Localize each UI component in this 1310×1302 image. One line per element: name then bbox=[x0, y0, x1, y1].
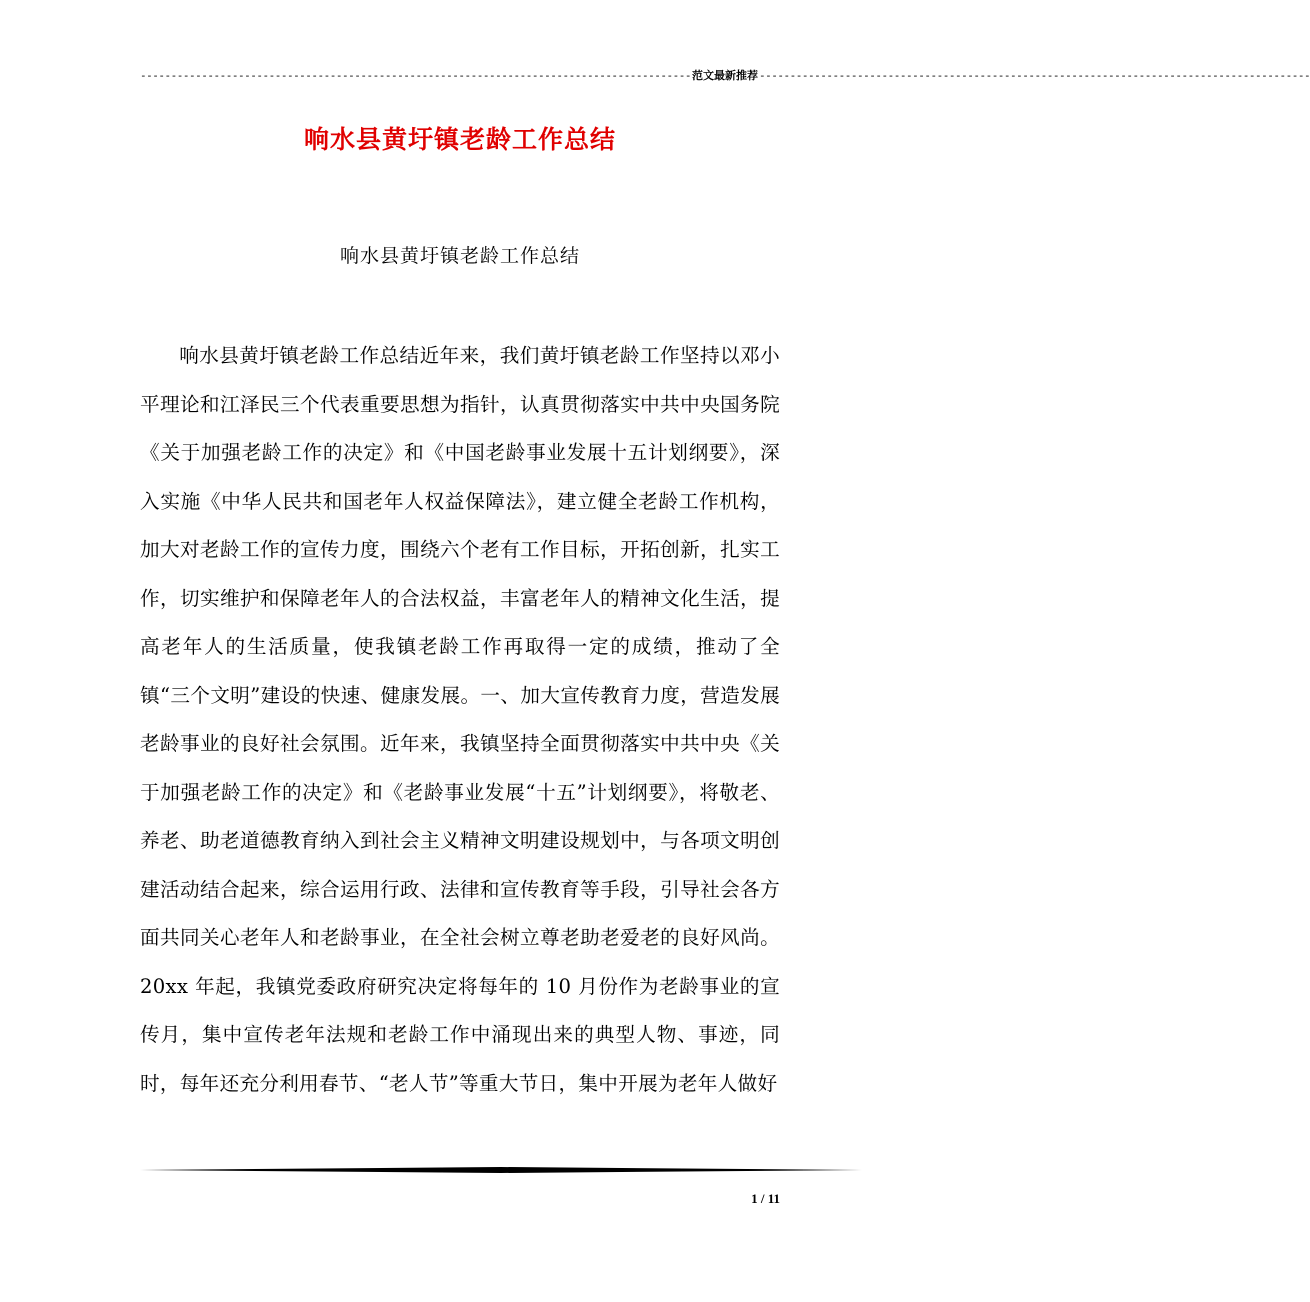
header-dash-rule-right: ------------------------------------------------------------------------------------------ bbox=[759, 69, 1310, 82]
body-paragraph: 响水县黄圩镇老龄工作总结近年来，我们黄圩镇老龄工作坚持以邓小平理论和江泽民三个代表重要思想为指针，认真贯彻落实中共中央国务院《关于加强老龄工作的决定》和《中国老龄事业发展十五计划纲要》，深入实施《中华人民共和国老年人权益保障法》，建立健全老龄工作机构，加大对老龄工作的宣传力度，围绕六个老有工作目标，开拓创新，扎实工作，切实维护和保障老年人的合法权益，丰富老年人的精神文化生活，提高老年人的生活质量，使我镇老龄工作再取得一定的成绩，推动了全镇“三个文明”建设的快速、健康发展。一、加大宣传教育力度，营造发展老龄事业的良好社会氛围。近年来，我镇坚持全面贯彻落实中共中央《关于加强老龄工作的决定》和《老龄事业发展“十五”计划纲要》，将敬老、养老、助老道德教育纳入到社会主义精神文明建设规划中，与各项文明创建活动结合起来，综合运用行政、法律和宣传教育等手段，引导社会各方面共同关心老年人和老龄事业，在全社会树立尊老助老爱老的良好风尚。20xx 年起，我镇党委政府研究决定将每年的 10 月份作为老龄事业的宣传月，集中宣传老年法规和老龄工作中涌现出来的典型人物、事迹，同时，每年还充分利用春节、“老人节”等重大节日，集中开展为老年人做好 bbox=[140, 344, 780, 1095]
page-header bbox=[140, 68, 1310, 84]
header-dash-rule-left: ------------------------------------------------------------------------------------------ bbox=[140, 69, 692, 82]
document-subtitle: 响水县黄圩镇老龄工作总结 bbox=[339, 245, 580, 267]
document-title: 响水县黄圩镇老龄工作总结 bbox=[303, 125, 616, 154]
footer-rule bbox=[140, 1164, 862, 1176]
header-label: 范文最新推荐 bbox=[692, 69, 759, 82]
page-number: 1 / 11 bbox=[751, 1191, 780, 1206]
